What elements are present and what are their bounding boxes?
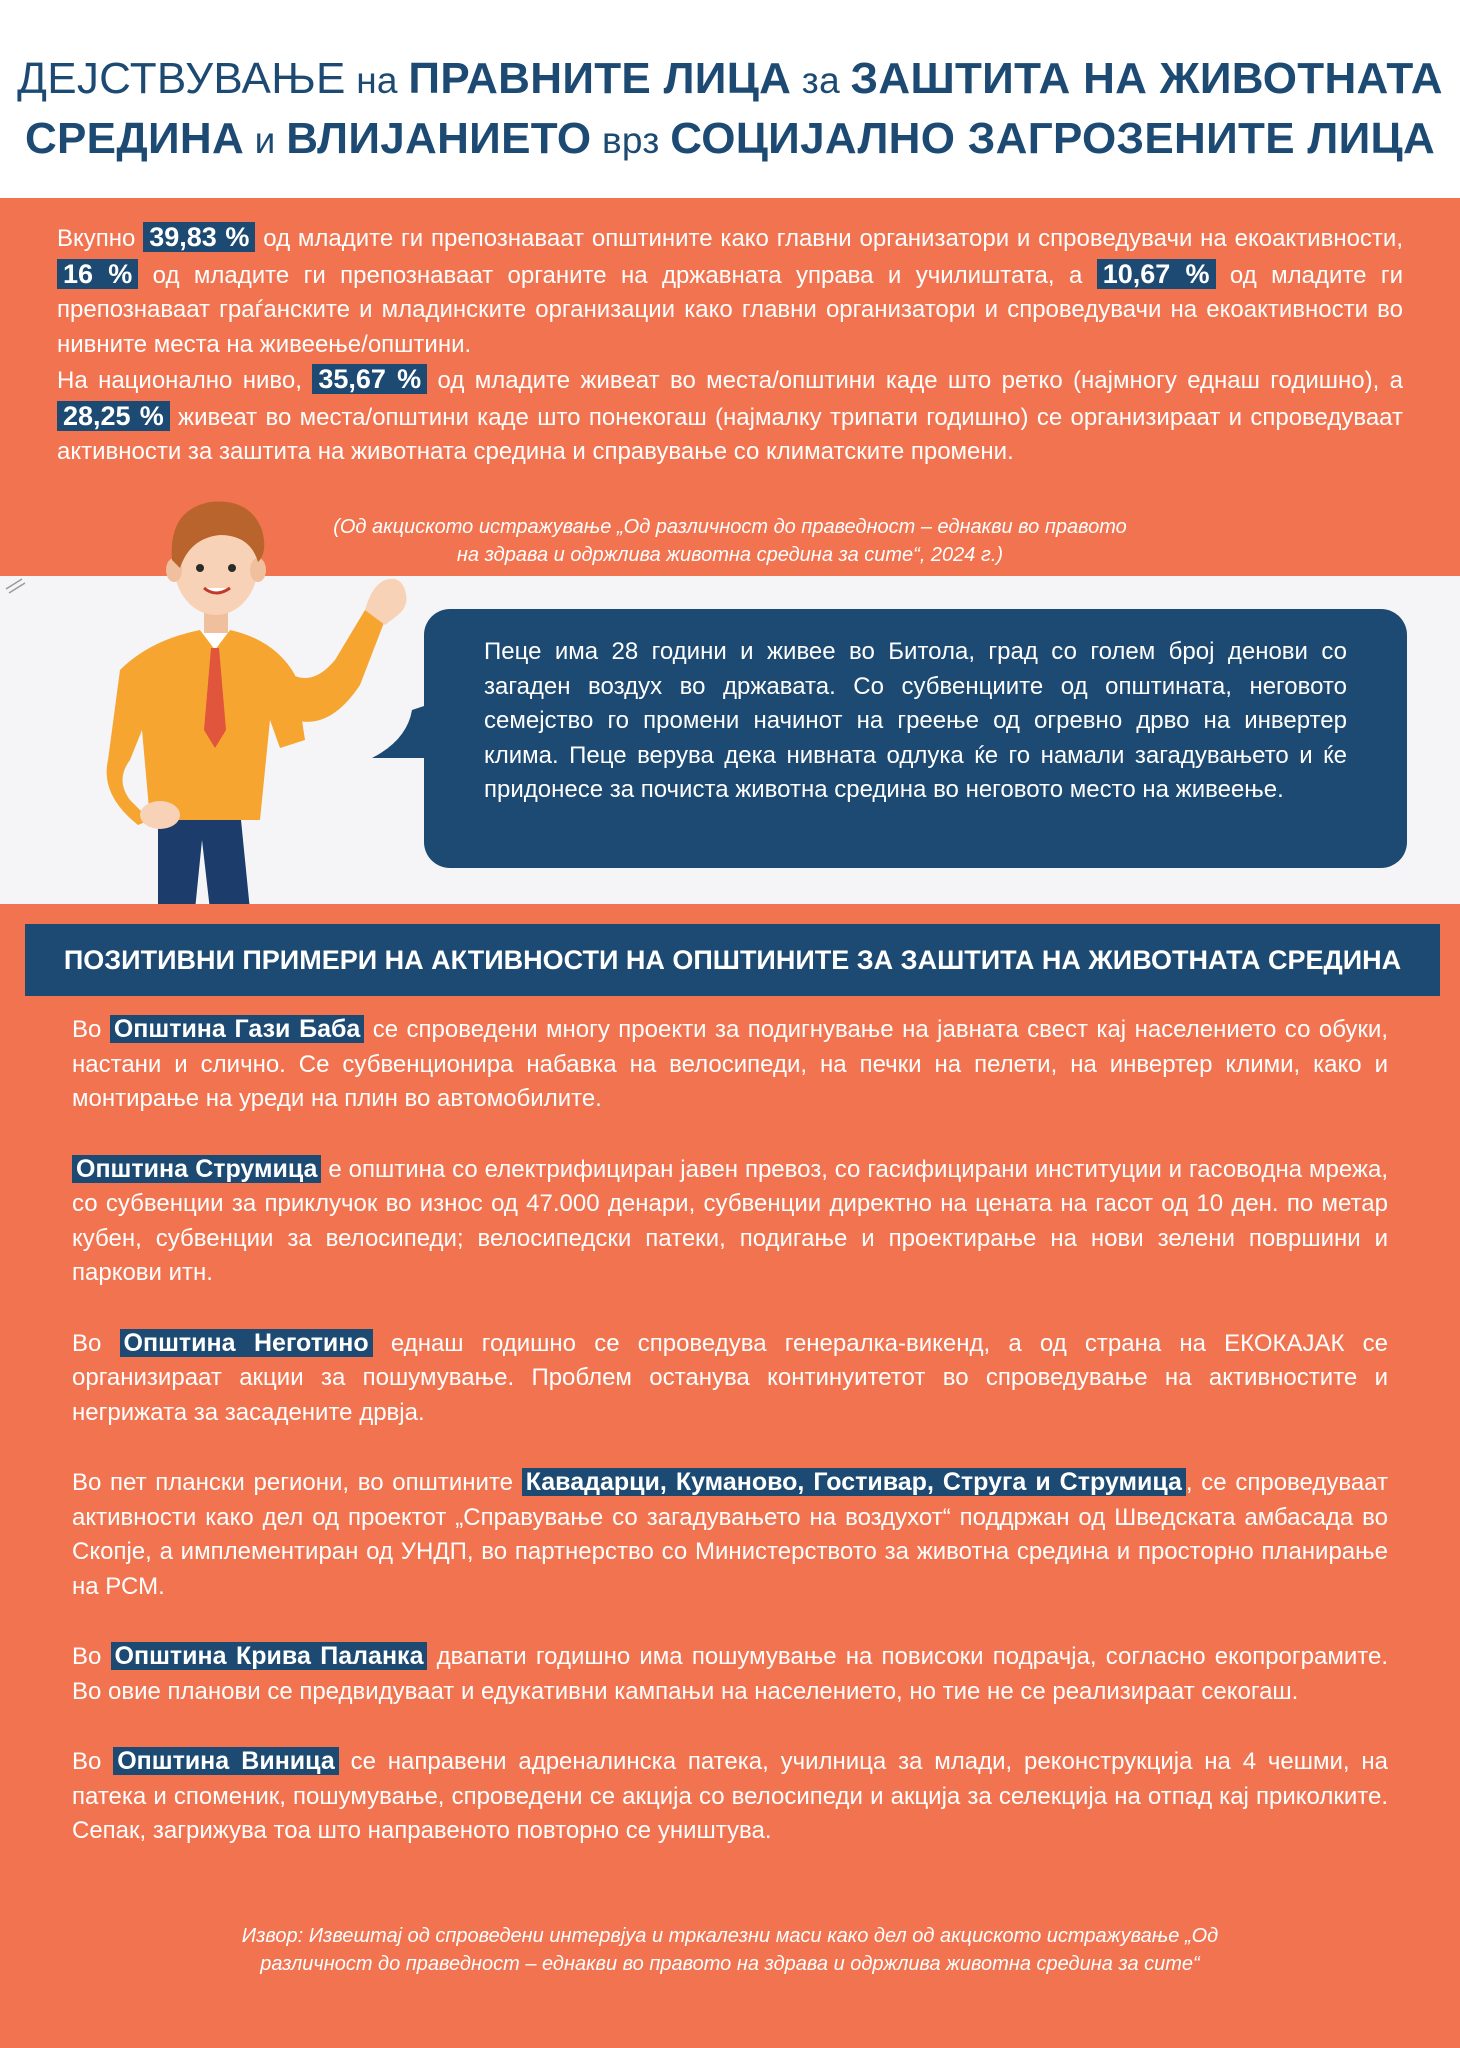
title-connector: за [791,60,851,101]
intro-paragraph-1 [57,220,1403,362]
citation-line: (Од акциското истражување „Од различност до праведност – еднакви во правото [333,516,1127,538]
intro-text-run: од младите ги препознаваат општините како главни организатори и спроведувачи на екоактивности, [255,225,1404,252]
example-text-run: се направени адреналинска патека, училница за млади, реконструкција на 4 чешми, на патека и споменик, пошумување, спроведени се акција со велосипеди и акција за селекција на отпад кај приколките. Сепак, загрижува тоа што направеното повторно се уништува. [72,1748,1388,1844]
title-connector: врз [591,120,671,161]
stat-highlight: 10,67 % [1097,259,1216,289]
title-word-bold: ЗАШТИТА НА ЖИВОТНАТА [850,54,1443,103]
intro-paragraph-2 [57,362,1403,470]
title-word-bold: СОЦИЈАЛНО ЗАГРОЗЕНИТЕ ЛИЦА [670,114,1436,163]
title-word-bold: ПРАВНИТЕ ЛИЦА [408,54,792,103]
stat-highlight: 39,83 % [143,222,255,252]
intro-text-run: Вкупно [57,225,144,252]
man-presenting-icon [80,480,440,910]
example-text-run: Во пет плански региони, во општините [72,1469,522,1496]
municipality-highlight: Кавадарци, Куманово, Гостивар, Струга и Струмица [522,1468,1186,1496]
intro-text-run: живеат во места/општини каде што понекогаш (најмалку трипати годишно) се организираат и спроведуваат активности за заштита на животната средина и справување со климатските промени. [57,403,1403,465]
example-text-run: еднаш годишно се спроведува генералка-викенд, а од страна на ЕКОКАЈАК се организираат акции за пошумување. Проблем останува континуитетот во спроведување на активностите и негрижата за засадените дрвја. [72,1329,1389,1426]
examples-list [72,1012,1388,1884]
intro-text-run: од младите живеат во места/општини каде што ретко (најмногу еднаш годишно), а [427,367,1404,394]
example-paragraph [72,1326,1388,1431]
example-text-run: Во [72,1643,111,1670]
intro-text [57,220,1403,470]
source-line: различност до праведност – еднакви во правото на здрава и одржлива животна средина за сите“ [260,1953,1200,1975]
example-paragraph [72,1465,1388,1604]
title-word-bold: ВЛИЈАНИЕТО [286,114,592,163]
example-text-run: Во [72,1748,114,1775]
page-title [0,50,1460,170]
title-word-bold: СРЕДИНА [24,114,245,163]
municipality-highlight: Општина Крива Паланка [111,1642,428,1670]
intro-text-run: од младите ги препознаваат органите на државната управа и училиштата, а [138,261,1097,289]
citation-line: на здрава и одржлива животна средина за сите“, 2024 г.) [456,544,1004,566]
title-connector: и [244,120,287,161]
municipality-highlight: Општина Виница [113,1747,339,1775]
example-text-run: се спроведени многу проекти за подигнување на јавната свест кај населението со обуки, настани и слично. Се субвенционира набавка на велосипеди, на печки на пелети, на инвертер клими, како и монтирање на уреди на плин во автомобилите. [72,1016,1389,1112]
municipality-highlight: Општина Неготино [120,1329,373,1357]
municipality-highlight: Општина Гази Баба [110,1015,365,1043]
example-paragraph [72,1744,1388,1849]
example-text-run: , се спроведуваат активности како дел од проектот „Справување со загадувањето на воздухот“ поддржан од Шведската амбасада во Скопје, а имплементиран од УНДП, во партнерство со Министерството за животна средина и просторно планирање на РСМ. [72,1469,1388,1600]
title-word: ДЕЈСТВУВАЊЕ [17,54,346,103]
example-text-run: Во [72,1016,110,1043]
example-paragraph [72,1639,1388,1709]
source-line: Извор: Извештај од спроведени интервјуа и тркалезни маси како дел од акциското истражување „Од [241,1925,1219,1947]
source-note [170,1922,1290,1978]
title-connector: на [345,60,409,101]
example-text-run: Во [72,1329,120,1357]
section-header [25,924,1440,996]
example-text-run: двапати годишно има пошумување на повисоки подрачја, согласно екопрограмите. Во овие планови се предвидуваат и едукативни кампањи на населението, но тие не се реализираат секогаш. [72,1643,1388,1705]
stat-highlight: 28,25 % [57,401,170,431]
municipality-highlight: Општина Струмица [72,1155,321,1183]
title-area [0,0,1460,198]
section-title: ПОЗИТИВНИ ПРИМЕРИ НА АКТИВНОСТИ НА ОПШТИНИТЕ ЗА ЗАШТИТА НА ЖИВОТНАТА СРЕДИНА [63,944,1402,975]
story-bubble [424,609,1407,868]
example-paragraph [72,1152,1388,1291]
example-text-run: е општина со електрифициран јавен превоз, со гасифицирани институции и гасоводна мрежа, со субвенции за приклучок во износ од 47.000 денари, субвенции директно на цената на гасот од 10 ден. по метар кубен, субвенции за велосипеди; велосипедски патеки, подигање и проектирање на нови зелени површини и паркови итн. [72,1155,1388,1286]
example-paragraph [72,1012,1388,1117]
story-text: Пеце има 28 години и живее во Битола, град со голем број денови со загаден воздух во државата. Со субвенциите од општината, неговото семејство го промени начинот на греење од огревно дрво на инвертер клима. Пеце верува дека нивната одлука ќе го намали загадувањето и ќе придонесе за почиста животна средина во неговото место на живеење. [484,638,1347,803]
stat-highlight: 16 % [57,259,138,289]
intro-text-run: На национално ниво, [57,367,313,394]
slash-deco-icon [4,573,28,597]
stat-highlight: 35,67 % [312,364,427,394]
intro-text-run: од младите ги препознаваат граѓанските и младинските организации како главни организатори и спроведувачи на екоактивности во нивните места на живеење/општини. [57,261,1403,358]
